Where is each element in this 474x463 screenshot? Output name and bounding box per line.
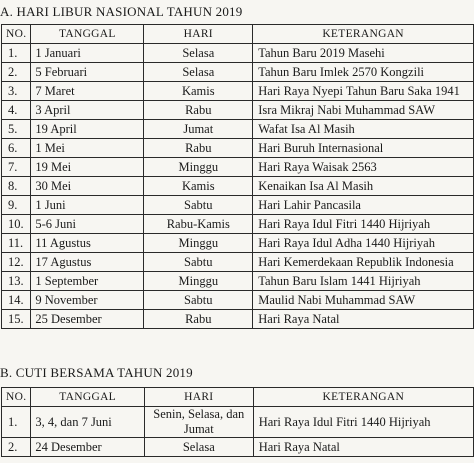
cell-tanggal: 25 Desember (31, 310, 144, 329)
cell-keterangan: Maulid Nabi Muhammad SAW (253, 291, 474, 310)
cell-tanggal: 3, 4, dan 7 Juni (31, 407, 144, 438)
leave-table (1, 387, 474, 457)
table-row (2, 158, 474, 177)
cell-keterangan: Hari Raya Idul Adha 1440 Hijriyah (253, 234, 474, 253)
cell-no: 8. (2, 177, 31, 196)
cell-keterangan: Wafat Isa Al Masih (253, 120, 474, 139)
cell-hari: Minggu (144, 158, 253, 177)
cell-tanggal: 30 Mei (31, 177, 144, 196)
cell-keterangan: Tahun Baru 2019 Masehi (253, 44, 474, 63)
header-tanggal: TANGGAL (31, 25, 144, 44)
table-row (2, 253, 474, 272)
cell-keterangan: Hari Lahir Pancasila (253, 196, 474, 215)
cell-no: 14. (2, 291, 31, 310)
header-keterangan: KETERANGAN (253, 388, 473, 407)
cell-no: 12. (2, 253, 31, 272)
cell-no: 5. (2, 120, 31, 139)
cell-keterangan: Hari Raya Nyepi Tahun Baru Saka 1941 (253, 82, 474, 101)
table-row (2, 407, 474, 438)
cell-no: 10. (2, 215, 31, 234)
cell-hari: Minggu (144, 272, 253, 291)
cell-keterangan: Kenaikan Isa Al Masih (253, 177, 474, 196)
cell-hari: Rabu-Kamis (144, 215, 253, 234)
cell-tanggal: 1 Mei (31, 139, 144, 158)
table-row (2, 177, 474, 196)
holiday-table-body (2, 44, 474, 329)
cell-tanggal: 19 April (31, 120, 144, 139)
cell-no: 7. (2, 158, 31, 177)
cell-hari: Senin, Selasa, dan Jumat (144, 407, 253, 438)
cell-hari: Sabtu (144, 253, 253, 272)
cell-tanggal: 1 Juni (31, 196, 144, 215)
table-row (2, 215, 474, 234)
cell-tanggal: 1 Januari (31, 44, 144, 63)
table-row (2, 44, 474, 63)
cell-hari: Rabu (144, 310, 253, 329)
cell-hari: Jumat (144, 120, 253, 139)
cell-no: 2. (2, 438, 31, 457)
cell-hari: Minggu (144, 234, 253, 253)
table-row (2, 196, 474, 215)
table-row (2, 234, 474, 253)
cell-keterangan: Hari Raya Idul Fitri 1440 Hijriyah (253, 407, 473, 438)
cell-keterangan: Hari Raya Waisak 2563 (253, 158, 474, 177)
cell-hari: Selasa (144, 63, 253, 82)
header-hari: HARI (144, 388, 253, 407)
cell-no: 1. (2, 44, 31, 63)
cell-hari: Selasa (144, 438, 253, 457)
cell-hari: Sabtu (144, 291, 253, 310)
cell-hari: Rabu (144, 139, 253, 158)
cell-keterangan: Hari Raya Idul Fitri 1440 Hijriyah (253, 215, 474, 234)
cell-no: 13. (2, 272, 31, 291)
cell-tanggal: 7 Maret (31, 82, 144, 101)
cell-hari: Rabu (144, 101, 253, 120)
cell-no: 2. (2, 63, 31, 82)
table-row (2, 101, 474, 120)
table-row (2, 139, 474, 158)
table-row (2, 63, 474, 82)
cell-tanggal: 5-6 Juni (31, 215, 144, 234)
cell-hari: Sabtu (144, 196, 253, 215)
cell-tanggal: 5 Februari (31, 63, 144, 82)
table-row (2, 272, 474, 291)
cell-tanggal: 19 Mei (31, 158, 144, 177)
cell-no: 15. (2, 310, 31, 329)
leave-table-body (2, 407, 474, 457)
cell-hari: Kamis (144, 82, 253, 101)
header-no: NO. (2, 388, 31, 407)
cell-no: 3. (2, 82, 31, 101)
table-header-row (2, 388, 474, 407)
cell-tanggal: 9 November (31, 291, 144, 310)
cell-keterangan: Hari Raya Natal (253, 438, 473, 457)
cell-keterangan: Tahun Baru Imlek 2570 Kongzili (253, 63, 474, 82)
table-row (2, 120, 474, 139)
cell-tanggal: 11 Agustus (31, 234, 144, 253)
table-header-row (2, 25, 474, 44)
header-tanggal: TANGGAL (31, 388, 144, 407)
cell-no: 6. (2, 139, 31, 158)
section-a-title: A. HARI LIBUR NASIONAL TAHUN 2019 (0, 4, 243, 19)
cell-tanggal: 17 Agustus (31, 253, 144, 272)
cell-tanggal: 3 April (31, 101, 144, 120)
cell-keterangan: Isra Mikraj Nabi Muhammad SAW (253, 101, 474, 120)
cell-tanggal: 24 Desember (31, 438, 144, 457)
table-row (2, 310, 474, 329)
cell-keterangan: Hari Kemerdekaan Republik Indonesia (253, 253, 474, 272)
cell-tanggal: 1 September (31, 272, 144, 291)
table-row (2, 438, 474, 457)
header-no: NO. (2, 25, 31, 44)
header-hari: HARI (144, 25, 253, 44)
cell-keterangan: Tahun Baru Islam 1441 Hijriyah (253, 272, 474, 291)
cell-hari: Selasa (144, 44, 253, 63)
cell-no: 11. (2, 234, 31, 253)
cell-no: 4. (2, 101, 31, 120)
header-keterangan: KETERANGAN (253, 25, 474, 44)
cell-no: 1. (2, 407, 31, 438)
table-row (2, 291, 474, 310)
cell-keterangan: Hari Buruh Internasional (253, 139, 474, 158)
cell-no: 9. (2, 196, 31, 215)
holiday-table (1, 24, 474, 329)
section-b-title: B. CUTI BERSAMA TAHUN 2019 (0, 365, 193, 380)
table-row (2, 82, 474, 101)
cell-hari: Kamis (144, 177, 253, 196)
cell-keterangan: Hari Raya Natal (253, 310, 474, 329)
